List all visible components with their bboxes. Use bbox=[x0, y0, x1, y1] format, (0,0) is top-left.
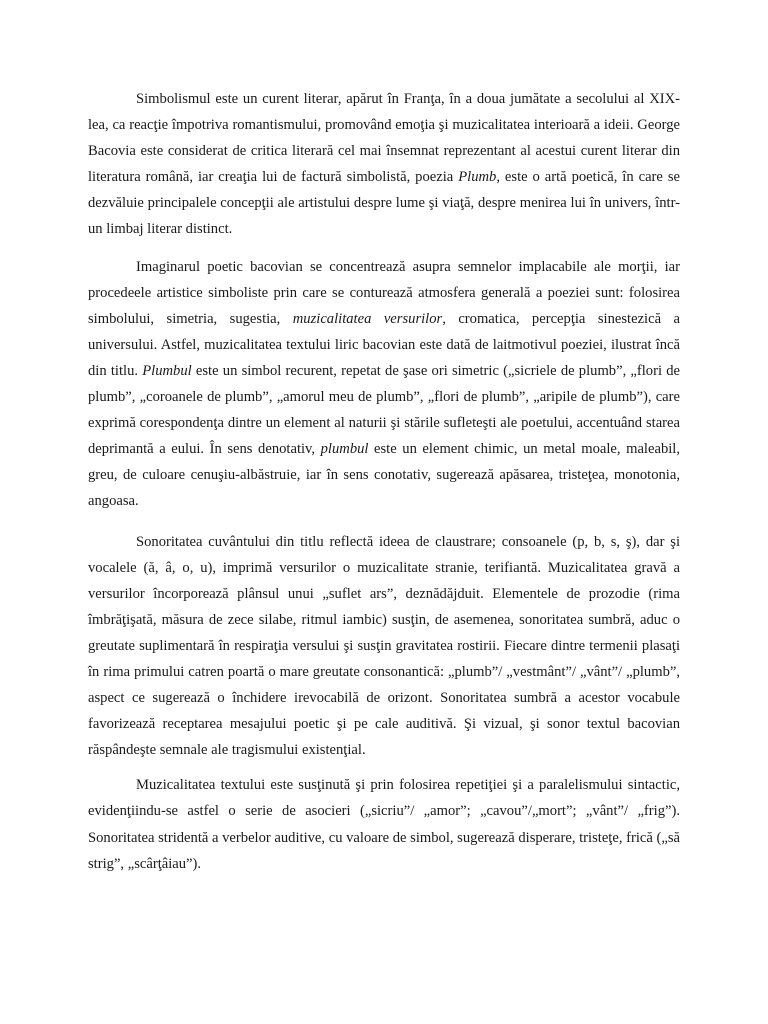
italic-term-plumbul: Plumbul bbox=[142, 362, 192, 379]
paragraph-2-text: este un simbol recurent, repetat de şase ori simetric („sicriele de plumb”, „flori de plumb”, „coroanele de plumb”, „amorul meu de plumb”, „flori de plumb”, „aripile de plumb”), care exprimă corespondenţa dintre un element al naturii şi stările sufleteşti ale poetului, accentuând starea deprimantă a eului. În sens denotativ, bbox=[88, 362, 680, 458]
paragraph-3 bbox=[88, 529, 680, 764]
paragraph-2-text: este un element chimic, un metal moale, maleabil, greu, de culoare cenuşiu-albăstruie, iar în sens conotativ, sugerează apăsarea, tristeţea, monotonia, angoasa. bbox=[88, 441, 681, 510]
paragraph-4-text: Muzicalitatea textului este susţinută şi prin folosirea repetiţiei şi a paralelismului sintactic, evidenţiindu-se astfel o serie de asocieri („sicriu”/ „amor”; „cavou”/„mort”; „vânt”/ „frig”). Sonoritatea stridentă a verbelor auditive, cu valoare de simbol, sugerează disperare, tristeţe, frică („să strig”, „scârţâiau”). bbox=[88, 777, 681, 872]
paragraph-3-text: Sonoritatea cuvântului din titlu reflectă ideea de claustrare; consoanele (p, b, s, ş), dar şi vocalele (ă, â, o, u), imprimă versurilor o muzicalitate stranie, terifiantă. Muzicalitatea gravă a versurilor încorporează plânsul unui „suflet ars”, deznădăjduit. Elementele de prozodie (rima îmbrăţişată, măsura de zece silabe, ritmul iambic) susţin, de asemenea, sonoritatea sumbră, aduc o greutate suplimentară în respiraţia versului şi susţin gravitatea rostirii. Fiecare dintre termenii plasaţi în rima primului catren poartă o mare greutate consonantică: „plumb”/ „vestmânt”/ „vânt”/ „plumb”, aspect ce sugerează o închidere irevocabilă de orizont. Sonoritatea sumbră a acestor vocabule favorizează receptarea mesajului poetic şi pe cale auditivă. Şi vizual, şi sonor textul bacovian răspândeşte semnale ale tragismului existenţial. bbox=[88, 533, 680, 759]
italic-term-plumbul: plumbul bbox=[320, 441, 369, 458]
document-page bbox=[88, 86, 680, 877]
paragraph-2-text: , cromatica, percepţia sinestezică a universului. Astfel, muzicalitatea textului liric bacovian este dată de laitmotivul poeziei, ilustrat încă din titlu. bbox=[88, 310, 680, 379]
italic-term-muzicalitatea-versurilor: muzicalitatea versurilor bbox=[292, 310, 443, 327]
paragraph-4 bbox=[88, 772, 680, 876]
paragraph-1-text: Simbolismul este un curent literar, apărut în Franţa, în a doua jumătate a secolului al XIX-lea, ca reacţie împotriva romantismului, promovând emoţia şi muzicalitatea interioară a ideii. George Bacovia este considerat de critica literară cel mai însemnat reprezentant al acestui curent literar din literatura română, iar creaţia lui de factură simbolistă, poezia bbox=[88, 91, 680, 186]
paragraph-2 bbox=[88, 254, 680, 515]
italic-term-plumb: Plumb bbox=[458, 169, 497, 186]
paragraph-2-text: Imaginarul poetic bacovian se concentrează asupra semnelor implacabile ale morţii, iar procedeele artistice simboliste prin care se conturează atmosfera generală a poeziei sunt: folosirea simbolului, simetria, sugestia, bbox=[88, 258, 680, 327]
paragraph-1-text: , este o artă poetică, în care se dezvăluie principalele concepţii ale artistului despre lume şi viaţă, despre menirea lui în univers, într-un limbaj literar distinct. bbox=[88, 169, 680, 238]
paragraph-1 bbox=[88, 86, 680, 243]
